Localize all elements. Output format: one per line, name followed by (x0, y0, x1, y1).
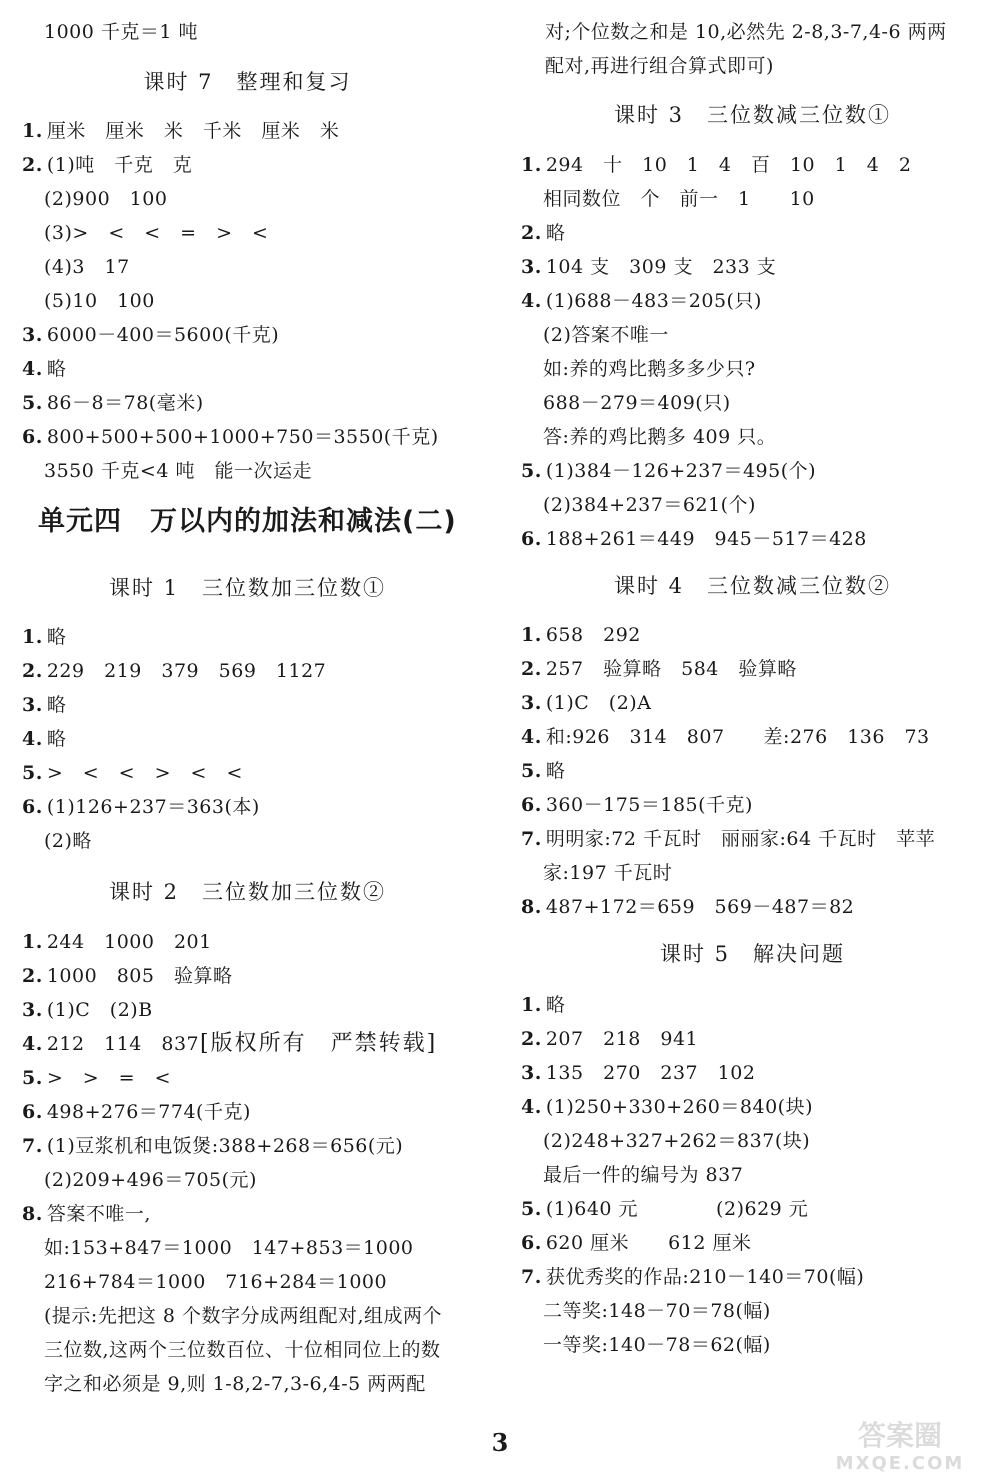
answer-line (22, 119, 339, 143)
answer-text: (2)答案不唯一 (543, 324, 669, 346)
answer-text: (1)吨 千克 克 (46, 154, 193, 176)
lesson7-title: 课时 7 整理和复习 (143, 70, 352, 94)
answer-text: 207 218 941 (545, 1028, 699, 1050)
answer-text: (1)126+237＝363(本) (46, 796, 260, 818)
answer-text: (4)3 17 (44, 256, 130, 278)
answer-line (44, 221, 268, 245)
answer-number: 8. (521, 896, 542, 918)
answer-text: 487+172＝659 569－487＝82 (545, 896, 855, 918)
answer-number: 6. (521, 1232, 542, 1254)
answer-line (543, 1333, 771, 1357)
answer-line (22, 930, 212, 954)
answer-line (44, 289, 155, 313)
answer-text: 略 (46, 728, 67, 750)
answer-line (543, 323, 669, 347)
answer-line (22, 1100, 251, 1124)
answer-text: 188+261＝449 945－517＝428 (545, 528, 867, 550)
answer-text: 135 270 237 102 (545, 1062, 756, 1084)
answer-text: 字之和必须是 9,则 1-8,2-7,3-6,4-5 两两配 (44, 1373, 426, 1395)
answer-text: 明明家:72 千瓦时 丽丽家:64 千瓦时 苹苹 (545, 828, 936, 850)
answer-line (521, 759, 565, 783)
answer-text: 答案不唯一, (46, 1203, 151, 1225)
answer-text: 略 (46, 626, 67, 648)
answer-line (521, 459, 816, 483)
answer-line (521, 691, 651, 715)
answer-line (543, 187, 815, 211)
copyright-notice: [版权所有 严禁转载] (200, 1031, 438, 1056)
answer-number: 3. (521, 1062, 542, 1084)
answer-line (44, 255, 130, 279)
answer-text: (1)688－483＝205(只) (545, 290, 762, 312)
answer-text: 257 验算略 584 验算略 (545, 658, 797, 680)
answer-line (543, 1129, 810, 1153)
answer-text: 229 219 379 569 1127 (46, 660, 327, 682)
answer-text: 244 1000 201 (46, 931, 212, 953)
answer-number: 6. (521, 794, 542, 816)
answer-line (521, 153, 911, 177)
answer-line (521, 623, 641, 647)
answer-line (22, 357, 66, 381)
answer-line (543, 861, 672, 885)
answer-line (22, 964, 232, 988)
answer-text: 略 (46, 694, 67, 716)
answer-line (22, 391, 204, 415)
lesson5-title: 课时 5 解决问题 (659, 942, 846, 966)
answer-number: 4. (521, 290, 542, 312)
answer-text: (2)384+237＝621(个) (543, 494, 756, 516)
answer-number: 5. (22, 392, 43, 414)
answer-text: 620 厘米 612 厘米 (545, 1232, 752, 1254)
answer-line (22, 153, 192, 177)
answer-line (44, 1168, 257, 1192)
answer-text: (1)640 元 (2)629 元 (545, 1198, 809, 1220)
answer-line (521, 827, 935, 851)
answer-text: 如:养的鸡比鹅多多少只? (543, 358, 756, 380)
answer-line (521, 527, 867, 551)
answer-line (22, 998, 153, 1022)
answer-number: 8. (22, 1203, 43, 1225)
answer-number: 5. (521, 1198, 542, 1220)
answer-line (22, 795, 260, 819)
answer-text: > > = < (46, 1067, 172, 1089)
answer-number: 4. (22, 358, 43, 380)
answer-text: (2)略 (44, 830, 92, 852)
answer-line (22, 323, 279, 347)
right-top-line-2: 配对,再进行组合算式即可) (545, 55, 774, 77)
answer-line (521, 255, 776, 279)
answer-line (44, 187, 167, 211)
answer-number: 7. (521, 1266, 542, 1288)
answer-text: 相同数位 个 前一 1 10 (543, 188, 815, 210)
answer-line (521, 221, 565, 245)
answer-text: 658 292 (545, 624, 641, 646)
answer-text: 厘米 厘米 米 千米 厘米 米 (46, 120, 340, 142)
answer-line (521, 993, 565, 1017)
answer-line (22, 1066, 171, 1090)
answer-line (22, 1032, 199, 1056)
answer-line (22, 727, 66, 751)
answer-line (44, 829, 92, 853)
answer-text: 二等奖:148－70＝78(幅) (543, 1300, 771, 1322)
answer-line (521, 1095, 813, 1119)
answer-text: (2)900 100 (44, 188, 168, 210)
answer-number: 6. (22, 426, 43, 448)
answer-number: 3. (521, 692, 542, 714)
answer-number: 3. (22, 324, 43, 346)
answer-line (22, 1134, 403, 1158)
answer-line (22, 761, 243, 785)
answer-line (543, 357, 756, 381)
answer-number: 4. (521, 1096, 542, 1118)
answer-text: 212 114 837 (46, 1033, 200, 1055)
answer-number: 3. (22, 694, 43, 716)
unit-title: 单元四 万以内的加法和减法(二) (38, 506, 457, 537)
answer-text: (1)豆浆机和电饭煲:388+268＝656(元) (46, 1135, 404, 1157)
answer-line (543, 493, 756, 517)
answer-number: 2. (22, 965, 43, 987)
answer-text: (1)C (2)A (545, 692, 652, 714)
answer-text: 三位数,这两个三位数百位、十位相同位上的数 (44, 1339, 441, 1361)
answer-number: 5. (22, 1067, 43, 1089)
answer-text: (2)209+496＝705(元) (44, 1169, 257, 1191)
answer-line (44, 1338, 441, 1362)
answer-number: 1. (22, 120, 43, 142)
answer-text: 一等奖:140－78＝62(幅) (543, 1334, 771, 1356)
left-top-line: 1000 千克＝1 吨 (44, 21, 199, 43)
answer-line (521, 657, 797, 681)
answer-text: (2)248+327+262＝837(块) (543, 1130, 811, 1152)
answer-number: 6. (22, 1101, 43, 1123)
answer-text: 答:养的鸡比鹅多 409 只。 (543, 426, 777, 448)
answer-line (22, 625, 66, 649)
answer-number: 1. (22, 626, 43, 648)
answer-number: 4. (22, 1033, 43, 1055)
answer-text: (提示:先把这 8 个数字分成两组配对,组成两个 (44, 1305, 443, 1327)
answer-text: 498+276＝774(千克) (46, 1101, 251, 1123)
answer-line (22, 425, 439, 449)
answer-number: 3. (521, 256, 542, 278)
answer-text: 家:197 千瓦时 (543, 862, 673, 884)
answer-number: 2. (521, 1028, 542, 1050)
answer-number: 4. (22, 728, 43, 750)
answer-text: > < < > < < (46, 762, 243, 784)
answer-number: 2. (22, 154, 43, 176)
answer-number: 4. (521, 726, 542, 748)
answer-line (44, 1236, 414, 1260)
answer-line (44, 1270, 387, 1294)
answer-text: (5)10 100 (44, 290, 155, 312)
answer-line (521, 1231, 751, 1255)
answer-text: 略 (46, 358, 67, 380)
answer-line (521, 1027, 698, 1051)
answer-number: 5. (521, 460, 542, 482)
answer-text: 86－8＝78(毫米) (46, 392, 204, 414)
answer-number: 6. (22, 796, 43, 818)
answer-number: 3. (22, 999, 43, 1021)
answer-line (22, 659, 326, 683)
answer-number: 6. (521, 528, 542, 550)
answer-number: 2. (22, 660, 43, 682)
answer-text: 1000 805 验算略 (46, 965, 233, 987)
answer-text: (1)250+330+260＝840(块) (545, 1096, 813, 1118)
watermark-line2: MXQE.COM (835, 1453, 965, 1474)
answer-number: 5. (22, 762, 43, 784)
answer-text: 获优秀奖的作品:210－140＝70(幅) (545, 1266, 865, 1288)
answer-line (44, 1372, 426, 1396)
answer-text: 294 十 10 1 4 百 10 1 4 2 (545, 154, 912, 176)
answer-line (22, 693, 66, 717)
answer-line (44, 1304, 442, 1328)
answer-number: 7. (22, 1135, 43, 1157)
page-number: 3 (491, 1428, 509, 1457)
answer-line (521, 1265, 864, 1289)
answer-line (44, 459, 312, 483)
answer-line (22, 1202, 151, 1226)
answer-line (521, 725, 930, 749)
answer-text: 688－279＝409(只) (543, 392, 731, 414)
answer-text: 最后一件的编号为 837 (543, 1164, 744, 1186)
answer-text: 略 (545, 760, 566, 782)
answer-text: (1)384－126+237＝495(个) (545, 460, 817, 482)
answer-number: 2. (521, 658, 542, 680)
lesson2-title: 课时 2 三位数加三位数② (108, 880, 387, 904)
answer-line (543, 391, 731, 415)
answer-text: 和:926 314 807 差:276 136 73 (545, 726, 930, 748)
answer-text: (1)C (2)B (46, 999, 153, 1021)
answer-line (521, 1061, 755, 1085)
answer-line (521, 1197, 808, 1221)
answer-line (521, 289, 762, 313)
answer-text: 3550 千克<4 吨 能一次运走 (44, 460, 312, 482)
answer-text: 360－175＝185(千克) (545, 794, 753, 816)
answer-line (521, 793, 753, 817)
answer-line (521, 895, 854, 919)
lesson1-title: 课时 1 三位数加三位数① (108, 576, 387, 600)
watermark-line1: 答案圈 (857, 1419, 943, 1452)
answer-text: 如:153+847＝1000 147+853＝1000 (44, 1237, 414, 1259)
answer-line (543, 1299, 771, 1323)
answer-number: 1. (22, 931, 43, 953)
right-top-line-1: 对;个位数之和是 10,必然先 2-8,3-7,4-6 两两 (545, 21, 947, 43)
lesson4-title: 课时 4 三位数减三位数② (613, 574, 892, 598)
answer-text: 略 (545, 222, 566, 244)
lesson3-title: 课时 3 三位数减三位数① (613, 103, 892, 127)
answer-number: 1. (521, 624, 542, 646)
answer-number: 7. (521, 828, 542, 850)
answer-number: 5. (521, 760, 542, 782)
answer-number: 1. (521, 994, 542, 1016)
answer-text: 6000－400＝5600(千克) (46, 324, 280, 346)
watermark-logo (810, 1415, 990, 1475)
answer-number: 2. (521, 222, 542, 244)
answer-text: (3)> < < = > < (44, 222, 269, 244)
answer-text: 216+784＝1000 716+284＝1000 (44, 1271, 388, 1293)
answer-number: 1. (521, 154, 542, 176)
answer-text: 800+500+500+1000+750＝3550(千克) (46, 426, 439, 448)
answer-text: 104 支 309 支 233 支 (545, 256, 777, 278)
answer-text: 略 (545, 994, 566, 1016)
answer-line (543, 425, 776, 449)
answer-line (543, 1163, 743, 1187)
